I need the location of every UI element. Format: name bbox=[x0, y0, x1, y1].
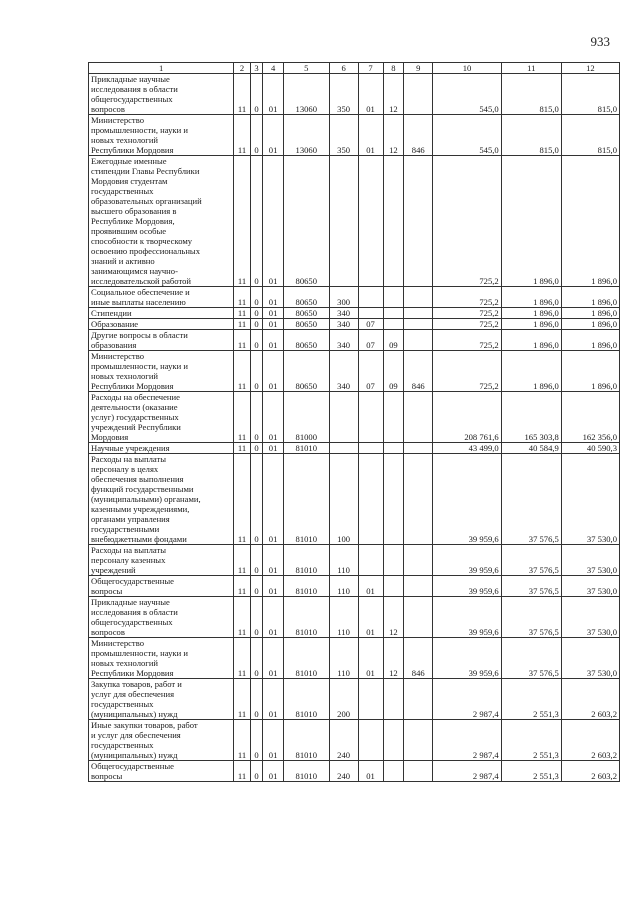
cell-c8: 12 bbox=[383, 638, 404, 679]
cell-c12: 37 530,0 bbox=[561, 576, 619, 597]
row-name: Иные закупки товаров, работ и услуг для обеспечения государственных (муниципальных) нужд bbox=[89, 720, 234, 761]
cell-c9 bbox=[404, 545, 433, 576]
cell-c5: 80650 bbox=[283, 308, 329, 319]
cell-c12: 162 356,0 bbox=[561, 392, 619, 443]
cell-c3: 0 bbox=[250, 720, 262, 761]
cell-c7: 01 bbox=[358, 74, 383, 115]
cell-c9 bbox=[404, 576, 433, 597]
cell-c8 bbox=[383, 443, 404, 454]
column-header: 8 bbox=[383, 63, 404, 74]
table-row bbox=[89, 308, 620, 319]
cell-c3: 0 bbox=[250, 392, 262, 443]
cell-c9 bbox=[404, 761, 433, 782]
cell-c5: 81010 bbox=[283, 679, 329, 720]
row-name: Прикладные научные исследования в области общегосударственных вопросов bbox=[89, 74, 234, 115]
cell-c10: 2 987,4 bbox=[433, 761, 501, 782]
cell-c6: 340 bbox=[329, 308, 358, 319]
cell-c8: 12 bbox=[383, 74, 404, 115]
budget-table bbox=[88, 62, 620, 782]
cell-c10: 725,2 bbox=[433, 308, 501, 319]
cell-c11: 1 896,0 bbox=[501, 319, 561, 330]
cell-c9 bbox=[404, 156, 433, 287]
cell-c3: 0 bbox=[250, 287, 262, 308]
cell-c5: 81010 bbox=[283, 443, 329, 454]
cell-c3: 0 bbox=[250, 761, 262, 782]
cell-c10: 39 959,6 bbox=[433, 454, 501, 545]
cell-c6: 350 bbox=[329, 115, 358, 156]
row-name: Министерство промышленности, науки и новых технологий Республики Мордовия bbox=[89, 351, 234, 392]
cell-c3: 0 bbox=[250, 454, 262, 545]
cell-c6: 200 bbox=[329, 679, 358, 720]
cell-c9 bbox=[404, 74, 433, 115]
cell-c11: 1 896,0 bbox=[501, 351, 561, 392]
cell-c10: 39 959,6 bbox=[433, 597, 501, 638]
cell-c6: 110 bbox=[329, 576, 358, 597]
cell-c2: 11 bbox=[234, 115, 251, 156]
page-number: 933 bbox=[590, 34, 610, 49]
cell-c9 bbox=[404, 443, 433, 454]
column-header: 6 bbox=[329, 63, 358, 74]
cell-c9 bbox=[404, 308, 433, 319]
table-row bbox=[89, 156, 620, 287]
table-row bbox=[89, 287, 620, 308]
cell-c6 bbox=[329, 443, 358, 454]
cell-c9 bbox=[404, 319, 433, 330]
row-name: Социальное обеспечение и иные выплаты населению bbox=[89, 287, 234, 308]
cell-c7: 01 bbox=[358, 638, 383, 679]
cell-c5: 80650 bbox=[283, 319, 329, 330]
cell-c6: 300 bbox=[329, 287, 358, 308]
cell-c12: 1 896,0 bbox=[561, 351, 619, 392]
table-row bbox=[89, 443, 620, 454]
cell-c5: 13060 bbox=[283, 74, 329, 115]
cell-c2: 11 bbox=[234, 638, 251, 679]
cell-c12: 1 896,0 bbox=[561, 330, 619, 351]
cell-c2: 11 bbox=[234, 74, 251, 115]
table-row bbox=[89, 330, 620, 351]
table-row bbox=[89, 545, 620, 576]
row-name: Другие вопросы в области образования bbox=[89, 330, 234, 351]
cell-c6 bbox=[329, 392, 358, 443]
table-row bbox=[89, 454, 620, 545]
cell-c2: 11 bbox=[234, 392, 251, 443]
cell-c7: 01 bbox=[358, 761, 383, 782]
cell-c3: 0 bbox=[250, 576, 262, 597]
cell-c7 bbox=[358, 287, 383, 308]
cell-c2: 11 bbox=[234, 287, 251, 308]
cell-c2: 11 bbox=[234, 576, 251, 597]
row-name: Ежегодные именные стипендии Главы Республики Мордовия студентам государственных образовательных организаций высшего образования в Республике Мордовия, проявившим особые способности к творческому освоению профессиональных знаний и активно занимающимся научно- исследовательской работой bbox=[89, 156, 234, 287]
cell-c4: 01 bbox=[263, 330, 284, 351]
row-name: Расходы на выплаты персоналу казенных учреждений bbox=[89, 545, 234, 576]
cell-c4: 01 bbox=[263, 115, 284, 156]
cell-c2: 11 bbox=[234, 156, 251, 287]
cell-c12: 37 530,0 bbox=[561, 597, 619, 638]
cell-c3: 0 bbox=[250, 545, 262, 576]
cell-c11: 1 896,0 bbox=[501, 287, 561, 308]
row-name: Стипендии bbox=[89, 308, 234, 319]
cell-c7 bbox=[358, 392, 383, 443]
cell-c10: 43 499,0 bbox=[433, 443, 501, 454]
cell-c11: 1 896,0 bbox=[501, 308, 561, 319]
cell-c11: 165 303,8 bbox=[501, 392, 561, 443]
cell-c2: 11 bbox=[234, 679, 251, 720]
cell-c5: 81010 bbox=[283, 761, 329, 782]
cell-c11: 37 576,5 bbox=[501, 545, 561, 576]
cell-c4: 01 bbox=[263, 319, 284, 330]
cell-c12: 40 590,3 bbox=[561, 443, 619, 454]
cell-c9 bbox=[404, 454, 433, 545]
row-name: Прикладные научные исследования в области общегосударственных вопросов bbox=[89, 597, 234, 638]
cell-c3: 0 bbox=[250, 319, 262, 330]
table-row bbox=[89, 679, 620, 720]
cell-c7 bbox=[358, 443, 383, 454]
cell-c4: 01 bbox=[263, 597, 284, 638]
row-name: Министерство промышленности, науки и новых технологий Республики Мордовия bbox=[89, 638, 234, 679]
cell-c2: 11 bbox=[234, 330, 251, 351]
column-header: 7 bbox=[358, 63, 383, 74]
cell-c8 bbox=[383, 308, 404, 319]
cell-c7: 01 bbox=[358, 597, 383, 638]
table-row bbox=[89, 761, 620, 782]
cell-c9 bbox=[404, 720, 433, 761]
cell-c3: 0 bbox=[250, 308, 262, 319]
column-header: 1 bbox=[89, 63, 234, 74]
cell-c8 bbox=[383, 720, 404, 761]
row-name: Общегосударственные вопросы bbox=[89, 576, 234, 597]
cell-c6: 340 bbox=[329, 351, 358, 392]
cell-c11: 1 896,0 bbox=[501, 156, 561, 287]
cell-c8: 09 bbox=[383, 351, 404, 392]
cell-c6: 340 bbox=[329, 319, 358, 330]
cell-c5: 81000 bbox=[283, 392, 329, 443]
cell-c9: 846 bbox=[404, 351, 433, 392]
cell-c11: 2 551,3 bbox=[501, 761, 561, 782]
cell-c7 bbox=[358, 156, 383, 287]
cell-c5: 81010 bbox=[283, 638, 329, 679]
column-header: 3 bbox=[250, 63, 262, 74]
cell-c5: 81010 bbox=[283, 454, 329, 545]
cell-c10: 725,2 bbox=[433, 319, 501, 330]
cell-c2: 11 bbox=[234, 443, 251, 454]
cell-c10: 39 959,6 bbox=[433, 545, 501, 576]
column-header: 2 bbox=[234, 63, 251, 74]
cell-c7 bbox=[358, 679, 383, 720]
column-header: 5 bbox=[283, 63, 329, 74]
cell-c11: 2 551,3 bbox=[501, 720, 561, 761]
cell-c12: 2 603,2 bbox=[561, 679, 619, 720]
cell-c6 bbox=[329, 156, 358, 287]
cell-c2: 11 bbox=[234, 761, 251, 782]
cell-c10: 2 987,4 bbox=[433, 679, 501, 720]
cell-c12: 1 896,0 bbox=[561, 156, 619, 287]
cell-c5: 81010 bbox=[283, 576, 329, 597]
cell-c10: 545,0 bbox=[433, 74, 501, 115]
cell-c12: 2 603,2 bbox=[561, 720, 619, 761]
row-name: Министерство промышленности, науки и новых технологий Республики Мордовия bbox=[89, 115, 234, 156]
cell-c10: 725,2 bbox=[433, 330, 501, 351]
cell-c12: 1 896,0 bbox=[561, 319, 619, 330]
cell-c8 bbox=[383, 576, 404, 597]
table-row bbox=[89, 576, 620, 597]
cell-c3: 0 bbox=[250, 597, 262, 638]
cell-c9 bbox=[404, 287, 433, 308]
cell-c10: 2 987,4 bbox=[433, 720, 501, 761]
cell-c12: 815,0 bbox=[561, 115, 619, 156]
table-row bbox=[89, 74, 620, 115]
cell-c5: 80650 bbox=[283, 156, 329, 287]
table-row bbox=[89, 351, 620, 392]
cell-c9 bbox=[404, 597, 433, 638]
cell-c2: 11 bbox=[234, 308, 251, 319]
cell-c11: 815,0 bbox=[501, 115, 561, 156]
cell-c6: 240 bbox=[329, 761, 358, 782]
cell-c5: 13060 bbox=[283, 115, 329, 156]
cell-c6: 340 bbox=[329, 330, 358, 351]
cell-c4: 01 bbox=[263, 74, 284, 115]
cell-c4: 01 bbox=[263, 308, 284, 319]
cell-c8 bbox=[383, 392, 404, 443]
cell-c8 bbox=[383, 156, 404, 287]
cell-c10: 725,2 bbox=[433, 287, 501, 308]
cell-c11: 2 551,3 bbox=[501, 679, 561, 720]
cell-c7 bbox=[358, 545, 383, 576]
cell-c3: 0 bbox=[250, 679, 262, 720]
cell-c7: 01 bbox=[358, 115, 383, 156]
row-name: Закупка товаров, работ и услуг для обеспечения государственных (муниципальных) нужд bbox=[89, 679, 234, 720]
cell-c12: 37 530,0 bbox=[561, 545, 619, 576]
cell-c3: 0 bbox=[250, 74, 262, 115]
cell-c12: 1 896,0 bbox=[561, 308, 619, 319]
cell-c12: 2 603,2 bbox=[561, 761, 619, 782]
row-name: Расходы на выплаты персоналу в целях обеспечения выполнения функций государственными (муниципальными) органами, казенными учреждениями, органами управления государственными внебюджетными фондами bbox=[89, 454, 234, 545]
cell-c10: 725,2 bbox=[433, 156, 501, 287]
cell-c4: 01 bbox=[263, 351, 284, 392]
cell-c7 bbox=[358, 308, 383, 319]
cell-c9 bbox=[404, 330, 433, 351]
cell-c4: 01 bbox=[263, 545, 284, 576]
cell-c3: 0 bbox=[250, 330, 262, 351]
cell-c6: 350 bbox=[329, 74, 358, 115]
cell-c7: 01 bbox=[358, 576, 383, 597]
cell-c8: 12 bbox=[383, 597, 404, 638]
cell-c2: 11 bbox=[234, 319, 251, 330]
cell-c10: 39 959,6 bbox=[433, 576, 501, 597]
cell-c2: 11 bbox=[234, 454, 251, 545]
column-header: 12 bbox=[561, 63, 619, 74]
table-body bbox=[89, 74, 620, 782]
cell-c6: 100 bbox=[329, 454, 358, 545]
cell-c12: 815,0 bbox=[561, 74, 619, 115]
cell-c8 bbox=[383, 761, 404, 782]
cell-c11: 37 576,5 bbox=[501, 638, 561, 679]
cell-c5: 80650 bbox=[283, 330, 329, 351]
cell-c4: 01 bbox=[263, 392, 284, 443]
column-header: 4 bbox=[263, 63, 284, 74]
table-row bbox=[89, 638, 620, 679]
cell-c6: 110 bbox=[329, 545, 358, 576]
column-header: 10 bbox=[433, 63, 501, 74]
cell-c9: 846 bbox=[404, 115, 433, 156]
table-row bbox=[89, 597, 620, 638]
cell-c6: 240 bbox=[329, 720, 358, 761]
column-header: 9 bbox=[404, 63, 433, 74]
cell-c9 bbox=[404, 679, 433, 720]
cell-c4: 01 bbox=[263, 156, 284, 287]
table-row bbox=[89, 392, 620, 443]
cell-c10: 545,0 bbox=[433, 115, 501, 156]
cell-c7: 07 bbox=[358, 330, 383, 351]
cell-c6: 110 bbox=[329, 597, 358, 638]
cell-c11: 37 576,5 bbox=[501, 454, 561, 545]
cell-c12: 37 530,0 bbox=[561, 454, 619, 545]
cell-c4: 01 bbox=[263, 454, 284, 545]
cell-c6: 110 bbox=[329, 638, 358, 679]
cell-c11: 40 584,9 bbox=[501, 443, 561, 454]
cell-c8 bbox=[383, 454, 404, 545]
cell-c11: 1 896,0 bbox=[501, 330, 561, 351]
cell-c7 bbox=[358, 720, 383, 761]
cell-c4: 01 bbox=[263, 443, 284, 454]
cell-c4: 01 bbox=[263, 287, 284, 308]
column-header: 11 bbox=[501, 63, 561, 74]
cell-c10: 39 959,6 bbox=[433, 638, 501, 679]
cell-c7 bbox=[358, 454, 383, 545]
cell-c4: 01 bbox=[263, 638, 284, 679]
cell-c3: 0 bbox=[250, 351, 262, 392]
cell-c8 bbox=[383, 545, 404, 576]
cell-c8 bbox=[383, 319, 404, 330]
cell-c11: 815,0 bbox=[501, 74, 561, 115]
cell-c12: 1 896,0 bbox=[561, 287, 619, 308]
cell-c8 bbox=[383, 287, 404, 308]
table-row bbox=[89, 319, 620, 330]
cell-c5: 81010 bbox=[283, 545, 329, 576]
cell-c2: 11 bbox=[234, 545, 251, 576]
cell-c4: 01 bbox=[263, 761, 284, 782]
cell-c4: 01 bbox=[263, 720, 284, 761]
cell-c9 bbox=[404, 392, 433, 443]
cell-c4: 01 bbox=[263, 679, 284, 720]
cell-c5: 81010 bbox=[283, 597, 329, 638]
cell-c8 bbox=[383, 679, 404, 720]
cell-c3: 0 bbox=[250, 115, 262, 156]
cell-c4: 01 bbox=[263, 576, 284, 597]
cell-c11: 37 576,5 bbox=[501, 576, 561, 597]
cell-c8: 09 bbox=[383, 330, 404, 351]
row-name: Общегосударственные вопросы bbox=[89, 761, 234, 782]
cell-c8: 12 bbox=[383, 115, 404, 156]
table-row bbox=[89, 720, 620, 761]
cell-c7: 07 bbox=[358, 319, 383, 330]
cell-c10: 208 761,6 bbox=[433, 392, 501, 443]
cell-c7: 07 bbox=[358, 351, 383, 392]
cell-c5: 80650 bbox=[283, 287, 329, 308]
cell-c5: 80650 bbox=[283, 351, 329, 392]
table-row bbox=[89, 115, 620, 156]
cell-c11: 37 576,5 bbox=[501, 597, 561, 638]
cell-c9: 846 bbox=[404, 638, 433, 679]
row-name: Образование bbox=[89, 319, 234, 330]
cell-c3: 0 bbox=[250, 638, 262, 679]
table-header-row bbox=[89, 63, 620, 74]
row-name: Расходы на обеспечение деятельности (оказание услуг) государственных учреждений Республики Мордовия bbox=[89, 392, 234, 443]
cell-c5: 81010 bbox=[283, 720, 329, 761]
cell-c3: 0 bbox=[250, 443, 262, 454]
row-name: Научные учреждения bbox=[89, 443, 234, 454]
cell-c2: 11 bbox=[234, 351, 251, 392]
cell-c3: 0 bbox=[250, 156, 262, 287]
cell-c2: 11 bbox=[234, 720, 251, 761]
cell-c10: 725,2 bbox=[433, 351, 501, 392]
cell-c12: 37 530,0 bbox=[561, 638, 619, 679]
cell-c2: 11 bbox=[234, 597, 251, 638]
